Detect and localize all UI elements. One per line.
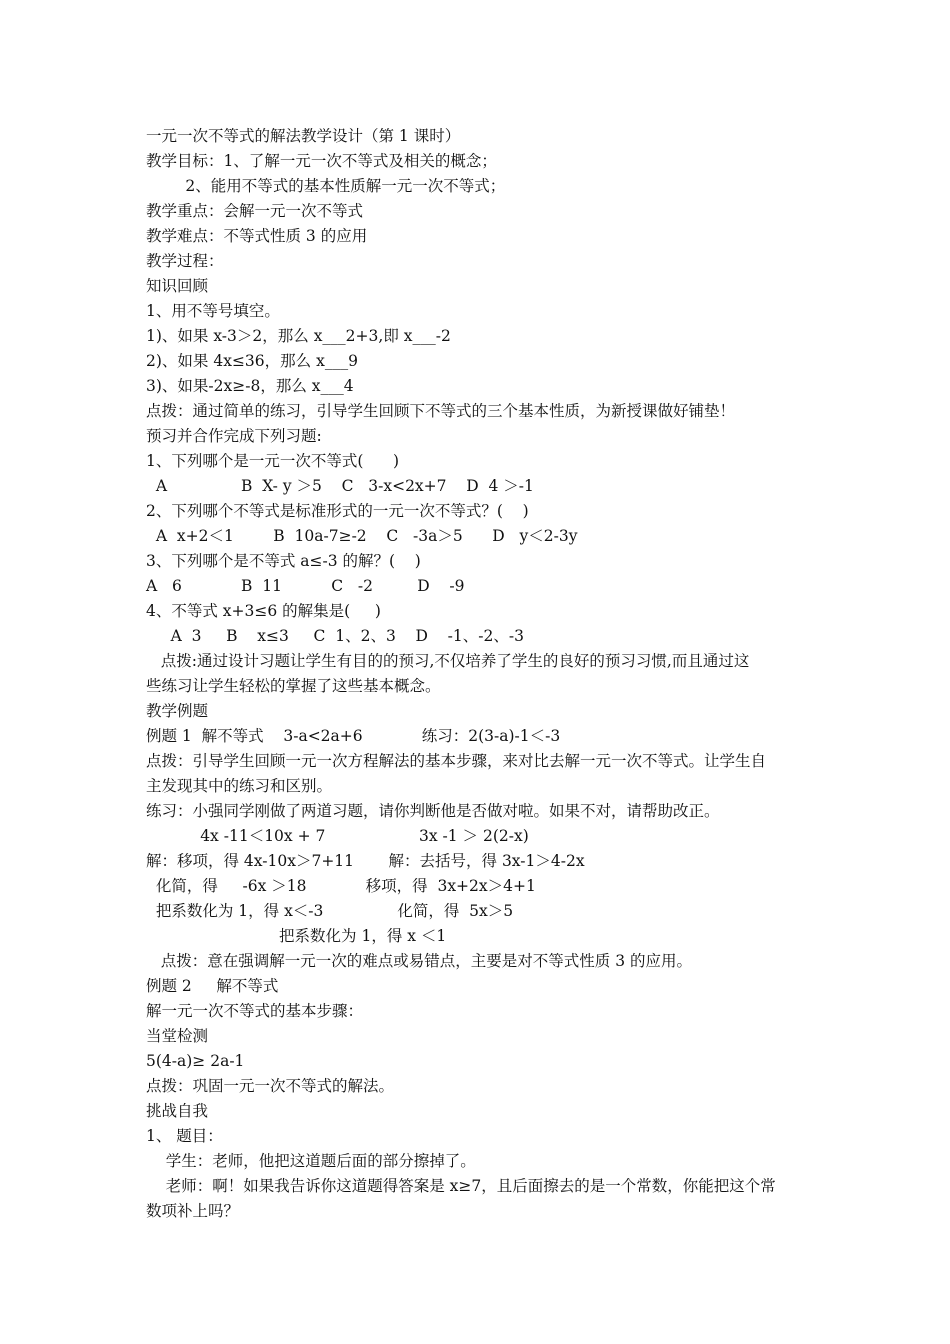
text-line: 教学目标：1、了解一元一次不等式及相关的概念； [146,152,497,170]
text-line: A B X- y ＞5 C 3-x<2x+7 D 4 ＞-1 [146,477,534,495]
text-line: 解一元一次不等式的基本步骤： [146,1002,364,1020]
text-line: 1、 题目： [146,1127,223,1145]
text-line: 主发现其中的练习和区别。 [146,777,333,795]
doc-title: 一元一次不等式的解法教学设计（第 1 课时） [146,127,461,145]
text-line: 点拨:通过设计习题让学生有目的的预习,不仅培养了学生的良好的预习习惯,而且通过这 [146,652,750,670]
text-line: 点拨：巩固一元一次不等式的解法。 [146,1077,395,1095]
text-line: 化简，得 -6x ＞18 移项，得 3x+2x＞4+1 [146,877,536,895]
text-line: 教学重点：会解一元一次不等式 [146,202,364,220]
text-line: 5(4-a)≥ 2a-1 [146,1052,245,1070]
section-heading: 例题 2 解不等式 [146,977,279,995]
text-line: 3、下列哪个是不等式 a≤-3 的解？( ) [146,552,421,570]
text-line: 点拨：引导学生回顾一元一次方程解法的基本步骤，来对比去解一元一次不等式。让学生自 [146,752,767,770]
text-line: 1)、如果 x-3＞2，那么 x___2+3,即 x___-2 [146,327,451,345]
section-heading: 当堂检测 [146,1027,209,1045]
text-line: 2、下列哪个不等式是标准形式的一元一次不等式？( ) [146,502,529,520]
text-line: A 6 B 11 C -2 D -9 [146,577,465,595]
text-line: 教学过程： [146,252,224,270]
text-line: 解：移项，得 4x-10x＞7+11 解：去括号，得 3x-1＞4-2x [146,852,585,870]
section-heading: 知识回顾 [146,277,209,295]
text-line: 数项补上吗？ [146,1202,240,1220]
text-line: 点拨：通过简单的练习，引导学生回顾下不等式的三个基本性质，为新授课做好铺垫！ [146,402,736,420]
text-line: A 3 B x≤3 C 1、2、3 D -1、-2、-3 [146,627,524,645]
text-line: 4、不等式 x+3≤6 的解集是( ) [146,602,381,620]
text-line: 点拨：意在强调解一元一次的难点或易错点，主要是对不等式性质 3 的应用。 [146,952,692,970]
section-heading: 教学例题 [146,702,209,720]
text-line: 练习：小强同学刚做了两道习题，请你判断他是否做对啦。如果不对，请帮助改正。 [146,802,720,820]
text-line: 3)、如果-2x≥-8，那么 x___4 [146,377,354,395]
text-line: 些练习让学生轻松的掌握了这些基本概念。 [146,677,441,695]
text-line: A x+2＜1 B 10a-7≥-2 C -3a＞5 D y＜2-3y [146,527,578,545]
text-line: 把系数化为 1，得 x ＜1 [146,927,447,945]
text-line: 1、用不等号填空。 [146,302,280,320]
section-heading: 挑战自我 [146,1102,209,1120]
text-line: 1、下列哪个是一元一次不等式( ) [146,452,400,470]
text-line: 教学难点：不等式性质 3 的应用 [146,227,368,245]
text-line: 例题 1 解不等式 3-a<2a+6 练习：2(3-a)-1＜-3 [146,727,561,745]
text-line: 2、能用不等式的基本性质解一元一次不等式； [146,177,506,195]
text-line: 学生：老师，他把这道题后面的部分擦掉了。 [146,1152,476,1170]
text-line: 2)、如果 4x≤36，那么 x___9 [146,352,358,370]
text-line: 4x -11＜10x + 7 3x -1 ＞ 2(2-x) [146,827,529,845]
text-line: 预习并合作完成下列习题: [146,427,322,445]
text-line: 老师：啊！如果我告诉你这道题得答案是 x≥7，且后面擦去的是一个常数，你能把这个常 [146,1177,776,1195]
text-line: 把系数化为 1，得 x＜-3 化简，得 5x＞5 [146,902,514,920]
